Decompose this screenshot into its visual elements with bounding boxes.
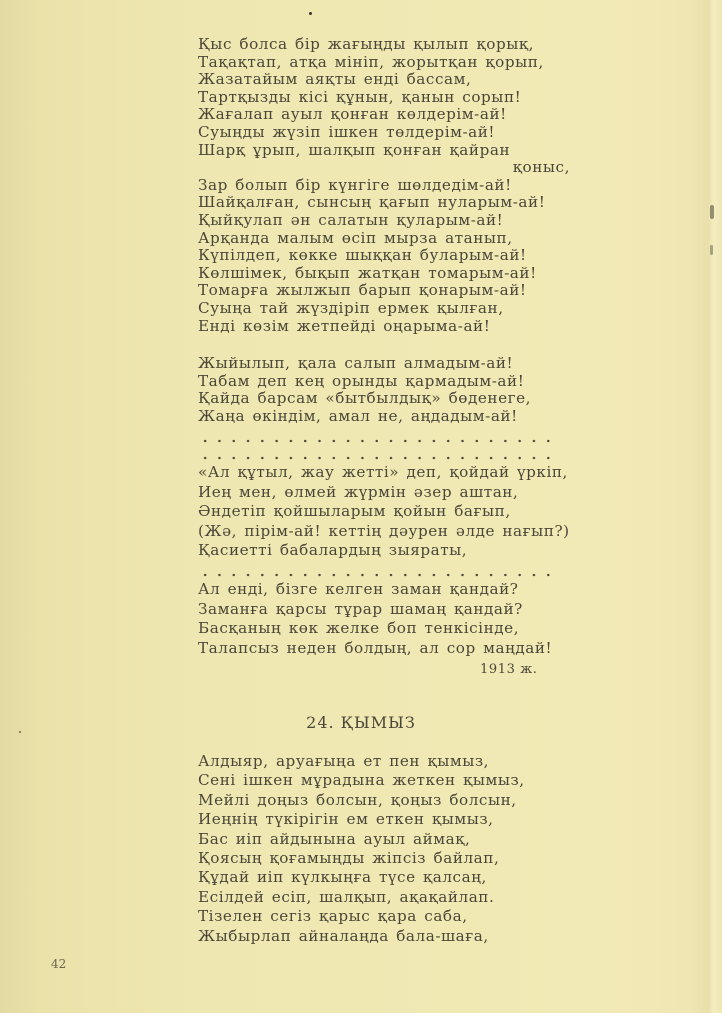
verse-line: Тақақтап, атқа мініп, жорытқан қорып, xyxy=(198,52,544,71)
verse-line-continuation: қоныс, xyxy=(512,158,570,177)
verse-line: Есілдей есіп, шалқып, ақақайлап. xyxy=(198,887,495,906)
ellipsis-divider xyxy=(198,456,560,460)
verse-line: Көлшімек, бықып жатқан томарым-ай! xyxy=(198,263,537,282)
verse-line: Қоясың қоғамыңды жіпсіз байлап, xyxy=(198,849,500,868)
poem-stanza-2 xyxy=(198,355,578,425)
poem-title xyxy=(0,713,722,732)
ellipsis-divider xyxy=(198,439,560,443)
page-number: 42 xyxy=(51,957,67,971)
poem-stanza-3 xyxy=(198,463,578,561)
ink-speck xyxy=(309,12,312,15)
verse-line: Талапсыз неден болдың, ал сор маңдай! xyxy=(198,638,553,657)
verse-line: Зар болып бір күнгіге шөлдедім-ай! xyxy=(198,175,512,194)
verse-line: Жазатайым аяқты енді бассам, xyxy=(198,70,472,89)
verse-line: Шарқ ұрып, шалқып қонған қайран xyxy=(198,140,511,159)
verse-line: Томарға жылжып барып қонарым-ай! xyxy=(198,281,527,300)
verse-line: Құдай иіп күлкыңға түсе қалсаң, xyxy=(198,868,487,887)
verse-line: Бас иіп айдынына ауыл аймақ, xyxy=(198,829,471,848)
verse-line: Иеңнің түкірігін ем еткен қымыз, xyxy=(198,810,494,829)
verse-line: Қайда барсам «бытбылдық» бөденеге, xyxy=(198,389,532,408)
verse-line: Әндетіп қойшыларым қойын бағып, xyxy=(198,502,511,521)
verse-line: Суыңа тай жүздіріп ермек қылған, xyxy=(198,298,504,317)
verse-line: Енді көзім жетпейді оңарыма-ай! xyxy=(198,316,491,335)
verse-line: Қасиетті бабалардың зыяраты, xyxy=(198,541,468,560)
verse-line: Алдыяр, аруағыңа ет пен қымыз, xyxy=(198,752,490,770)
poem-stanza-4 xyxy=(198,580,578,658)
poem-stanza-1 xyxy=(198,36,578,335)
verse-line: Ал енді, бізге келген заман қандай? xyxy=(198,580,519,598)
verse-line: Жыйылып, қала салып алмадым-ай! xyxy=(198,354,514,372)
verse-line: Жыбырлап айналаңда бала-шаға, xyxy=(198,926,489,945)
poem-number: 24. xyxy=(306,713,335,732)
verse-line: Тізелен сегіз қарыс қара саба, xyxy=(198,907,468,926)
verse-line: Қыс болса бір жағыңды қылып қорық, xyxy=(198,35,534,53)
verse-line: Сені ішкен мұрадына жеткен қымыз, xyxy=(198,771,525,790)
verse-line: Заманға қарсы тұрар шамаң қандай? xyxy=(198,599,523,618)
verse-line: Мейлі доңыз болсын, қоңыз болсын, xyxy=(198,790,517,809)
poem-date: 1913 ж. xyxy=(480,662,538,677)
poem-title-text: ҚЫМЫЗ xyxy=(340,713,416,732)
verse-line: Табам деп кең орынды қармадым-ай! xyxy=(198,371,525,390)
verse-line: Басқаның көк желке боп тенкісінде, xyxy=(198,619,520,637)
margin-mark xyxy=(710,205,714,219)
poem-kymyz-body xyxy=(198,752,578,946)
margin-mark xyxy=(710,245,713,255)
verse-line: Шайқалған, сынсың қағып нуларым-ай! xyxy=(198,193,546,212)
verse-line: (Жә, пірім-ай! кеттің дәурен әлде нағып?) xyxy=(198,521,570,540)
verse-line: Күпілдеп, көкке шыққан буларым-ай! xyxy=(198,246,527,265)
ellipsis-divider xyxy=(198,573,560,577)
verse-line: Арқанда малым өсіп мырза атанып, xyxy=(198,228,513,247)
verse-line: Тартқызды кісі құнын, қанын сорып! xyxy=(198,87,522,106)
verse-line: Суыңды жүзіп ішкен төлдерім-ай! xyxy=(198,122,496,141)
verse-line: Қыйқулап ән салатын қуларым-ай! xyxy=(198,210,504,229)
verse-line: Жаңа өкіндім, амал не, аңдадым-ай! xyxy=(198,406,518,425)
verse-line: «Ал құтыл, жау жетті» деп, қойдай үркіп, xyxy=(198,463,568,481)
verse-line: Жағалап ауыл қонған көлдерім-ай! xyxy=(198,105,507,124)
verse-line: Иең мен, өлмей жүрмін әзер аштан, xyxy=(198,482,519,501)
